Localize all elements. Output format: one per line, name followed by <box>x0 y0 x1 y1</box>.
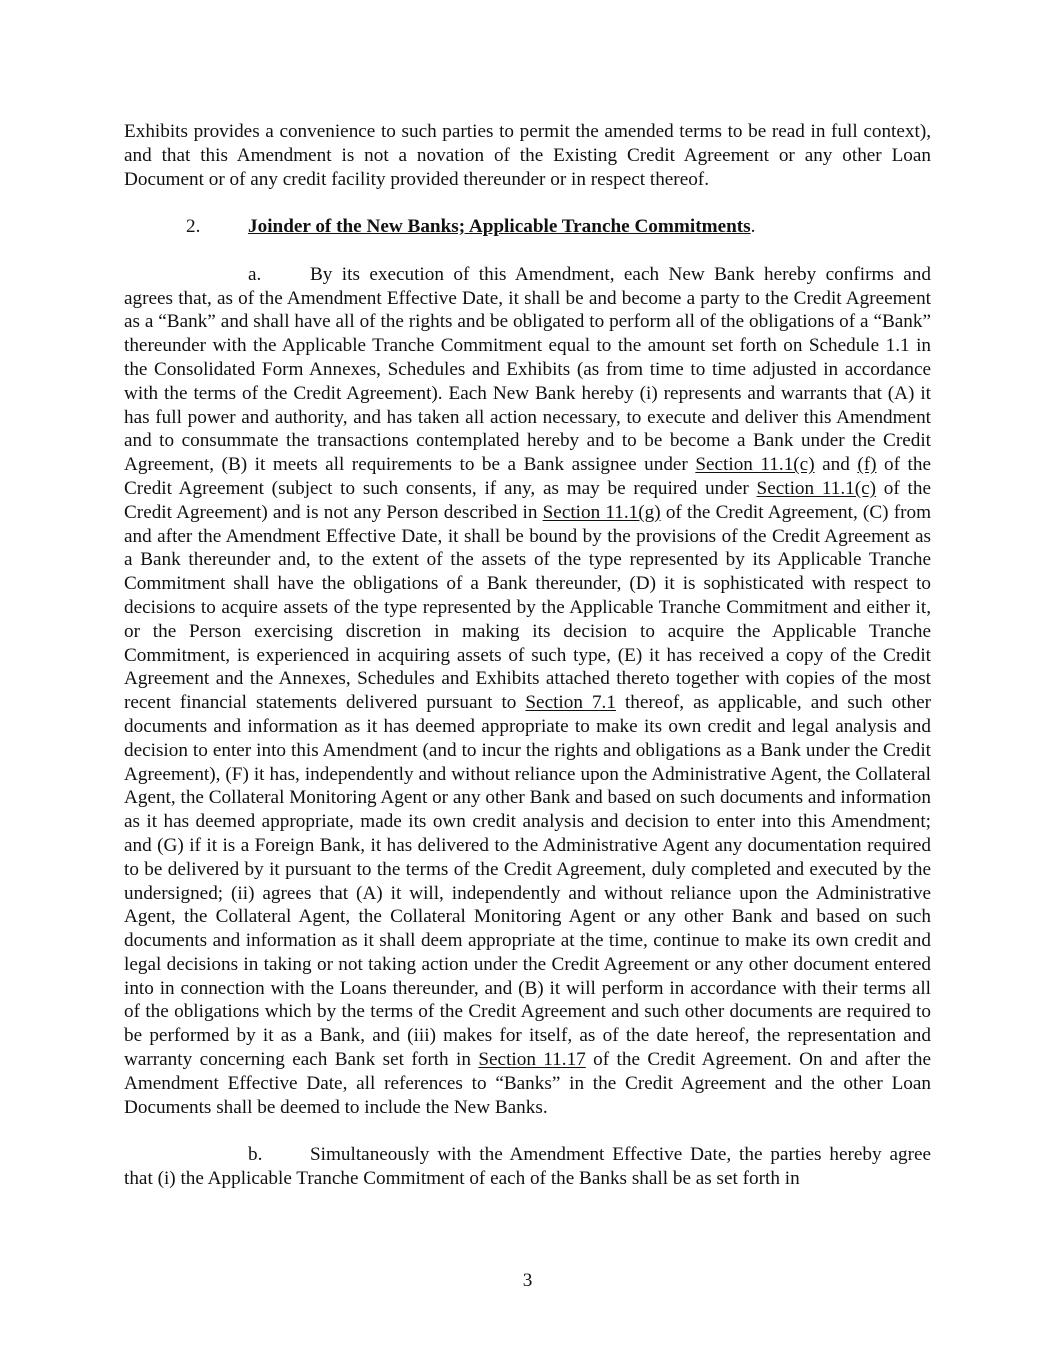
section-reference-link[interactable]: Section 11.1(c) <box>756 477 877 499</box>
spacer <box>124 191 931 215</box>
section-reference-link[interactable]: Section 7.1 <box>525 692 616 714</box>
paragraph-a-text: of the Credit Agreement. On and after the Amendment Effective Date, all references to “Banks” in the Credit Agreement and the other Loan Documents shall be deemed to include the New Banks. <box>124 1049 931 1118</box>
paragraph-b-label: b. <box>248 1144 263 1166</box>
paragraph-a-label: a. <box>248 263 262 285</box>
section-number: 2. <box>186 216 201 238</box>
paragraph-a-text: By its execution of this Amendment, each New Bank hereby confirms and agrees that, as of the Amendment Effective Date, it shall be and become a party to the Credit Agreement as a “Bank” and shall have all of the rights and be obligated to perform all of the obligations of a “Bank” thereunder with the Applicable Tranche Commitment equal to the amount set forth on Schedule 1.1 in the Consolidated Form Annexes, Schedules and Exhibits (as from time to time adjusted in accordance with the terms of the Credit Agreement). Each New Bank hereby (i) represents and warrants that (A) it has full power and authority, and has taken all action necessary, to execute and deliver this Amendment and to consummate the transactions contemplated hereby and to be become a Bank under the Credit Agreement, (B) it meets all requirements to be a Bank assignee under <box>124 263 931 476</box>
paragraph-a-text: of the Credit Agreement (subject to such consents, if any, as may be required under <box>124 454 931 499</box>
paragraph-b <box>124 1143 931 1191</box>
section-reference-link[interactable]: Section 11.1(g) <box>542 501 661 523</box>
spacer <box>124 239 931 263</box>
section-reference-link[interactable]: Section 11.17 <box>478 1049 586 1071</box>
paragraph-a <box>124 263 931 1120</box>
paragraph-b-text: Simultaneously with the Amendment Effective Date, the parties hereby agree that (i) the Applicable Tranche Commitment of each of the Banks shall be as set forth in <box>124 1144 931 1190</box>
paragraph-a-text: and <box>814 454 858 476</box>
section-reference-link[interactable]: (f) <box>857 454 877 476</box>
page-number: 3 <box>522 1270 533 1291</box>
section-heading <box>124 215 931 239</box>
paragraph-a-text: of the Credit Agreement, (C) from and after the Amendment Effective Date, it shall be bound by the provisions of the Credit Agreement as a Bank thereunder and, to the extent of the assets of the type represented by its Applicable Tranche Commitment shall have the obligations of a Bank thereunder, (D) it is sophisticated with respect to decisions to acquire assets of the type represented by the Applicable Tranche Commitment and either it, or the Person exercising discretion in making its decision to acquire the Applicable Tranche Commitment, is experienced in acquiring assets of such type, (E) it has received a copy of the Credit Agreement and the Annexes, Schedules and Exhibits attached thereto together with copies of the most recent financial statements delivered pursuant to <box>124 501 931 714</box>
section-title-suffix: . <box>750 216 756 238</box>
spacer <box>124 1119 931 1143</box>
section-title: Joinder of the New Banks; Applicable Tranche Commitments <box>248 216 751 238</box>
document-page <box>124 120 931 1191</box>
paragraph-a-text: thereof, as applicable, and such other documents and information as it has deemed appropriate to make its own credit and legal analysis and decision to enter into this Amendment (and to incur the rights and obligations as a Bank under the Credit Agreement), (F) it has, independently and without reliance upon the Administrative Agent, the Collateral Agent, the Collateral Monitoring Agent or any other Bank and based on such documents and information as it has deemed appropriate, made its own credit analysis and decision to enter into this Amendment; and (G) if it is a Foreign Bank, it has delivered to the Administrative Agent any documentation required to be delivered by it pursuant to the terms of the Credit Agreement, duly completed and executed by the undersigned; (ii) agrees that (A) it will, independently and without reliance upon the Administrative Agent, the Collateral Agent, the Collateral Monitoring Agent or any other Bank and based on such documents and information as it shall deem appropriate at the time, continue to make its own credit and legal decisions in taking or not taking action under the Credit Agreement or any other document entered into in connection with the Loans thereunder, and (B) it will perform in accordance with their terms all of the obligations which by the terms of the Credit Agreement and such other documents are required to be performed by it as a Bank, and (iii) makes for itself, as of the date hereof, the representation and warranty concerning each Bank set forth in <box>124 692 931 1071</box>
paragraph-a-text: of the Credit Agreement) and is not any Person described in <box>124 477 931 523</box>
section-reference-link[interactable]: Section 11.1(c) <box>695 454 815 476</box>
intro-paragraph: Exhibits provides a convenience to such parties to permit the amended terms to be read in full context), and that this Amendment is not a novation of the Existing Credit Agreement or any other Loan Document or of any credit facility provided thereunder or in respect thereof. <box>124 121 931 190</box>
